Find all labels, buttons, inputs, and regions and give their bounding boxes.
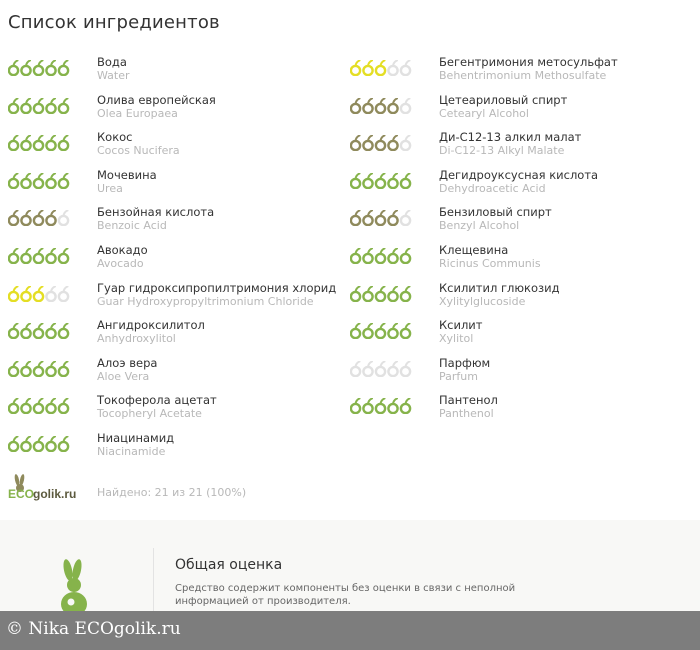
ingredient-item[interactable] [350,240,690,278]
ingredient-item[interactable] [8,90,348,128]
rating-drop-icon [21,211,30,226]
rating-drop-icon [59,98,68,113]
ingredient-names [439,130,581,157]
ingredient-item[interactable] [8,240,348,278]
rating-drop-icon [388,286,397,301]
rating-drop-icon [363,248,372,263]
ingredient-item[interactable] [8,278,348,316]
ingredient-names [97,281,336,308]
rating-drop-icon [34,324,43,339]
ingredient-name-inci: Ricinus Communis [439,256,541,270]
ingredient-item[interactable] [350,353,690,391]
ingredient-name-ru: Ниацинамид [97,430,175,445]
rating-drop-icon [401,173,410,188]
safety-rating-icons [350,286,420,302]
rating-drop-icon [351,248,360,263]
rating-drop-icon [351,173,360,188]
rating-drop-icon [351,211,360,226]
rating-drop-icon [59,136,68,151]
rating-drop-icon [46,248,55,263]
ingredient-item[interactable] [8,165,348,203]
ingredient-item[interactable] [8,390,348,428]
safety-rating-icons [8,286,78,302]
ingredient-name-inci: Parfum [439,369,478,383]
rating-drop-icon [376,211,385,226]
ingredient-name-inci: Avocado [97,256,144,270]
ingredient-name-ru: Ксилит [439,318,483,333]
overall-description: Средство содержит компоненты без оценки в связи с неполной информацией от производителя. [175,583,516,607]
rating-drop-icon [34,399,43,414]
rating-drop-icon [376,248,385,263]
ingredient-names [439,205,552,232]
safety-rating-icons [8,173,78,189]
ingredient-names [439,93,567,120]
ingredients-column-left [8,52,348,466]
rating-drop-icon [376,361,385,376]
safety-rating-icons [350,248,420,264]
ingredient-names [97,130,180,157]
ingredient-name-ru: Цетеариловый спирт [439,92,568,107]
ingredient-names [439,281,560,308]
rating-drop-icon [59,436,68,451]
ingredient-name-ru: Бензиловый спирт [439,205,552,220]
ingredient-name-ru: Токоферола ацетат [97,393,217,408]
ingredient-name-ru: Клещевина [439,242,509,257]
ingredient-name-ru: Кокос [97,130,133,145]
rating-drop-icon [21,324,30,339]
ingredient-name-inci: Niacinamide [97,444,166,458]
rating-drop-icon [21,399,30,414]
rating-drop-icon [363,61,372,76]
rating-drop-icon [363,286,372,301]
rating-drop-icon [9,173,18,188]
rating-drop-icon [9,248,18,263]
rating-drop-icon [351,286,360,301]
ingredient-item[interactable] [350,390,690,428]
ingredient-name-ru: Гуар гидроксипропилтримония хлорид [97,280,337,295]
rating-drop-icon [21,436,30,451]
rating-drop-icon [34,98,43,113]
ingredient-name-inci: Benzyl Alcohol [439,219,520,233]
rating-drop-icon [59,173,68,188]
rating-drop-icon [363,173,372,188]
logo-eco-text: ECO [8,487,35,501]
ingredient-names [97,356,157,383]
ingredient-name-inci: Di-C12-13 Alkyl Malate [439,144,565,158]
found-summary [8,472,408,504]
overall-title: Общая оценка [175,557,283,573]
ingredient-name-ru: Парфюм [439,355,491,370]
rating-drop-icon [401,248,410,263]
rating-drop-icon [351,98,360,113]
ingredient-names [439,318,482,345]
rating-drop-icon [34,173,43,188]
ingredient-names [97,168,157,195]
safety-rating-icons [8,98,78,114]
ingredient-name-inci: Benzoic Acid [97,219,167,233]
safety-rating-icons [8,60,78,76]
rating-drop-icon [9,61,18,76]
ingredient-name-ru: Ксилитил глюкозид [439,280,560,295]
rating-drop-icon [363,98,372,113]
safety-rating-icons [8,210,78,226]
ingredient-name-ru: Авокадо [97,242,148,257]
rating-drop-icon [363,399,372,414]
rating-drop-icon [376,286,385,301]
rating-drop-icon [34,286,43,301]
ingredient-item[interactable] [8,52,348,90]
rating-drop-icon [9,361,18,376]
ingredient-name-ru: Пантенол [439,393,498,408]
ingredient-names [439,168,598,195]
safety-rating-icons [350,135,420,151]
ingredient-item[interactable] [8,353,348,391]
rating-drop-icon [46,361,55,376]
rating-drop-icon [401,211,410,226]
rating-drop-icon [46,173,55,188]
rating-drop-icon [21,61,30,76]
rating-drop-icon [59,211,68,226]
found-count: Найдено: 21 из 21 (100%) [97,486,247,499]
ingredient-name-ru: Ангидроксилитол [97,318,205,333]
rating-drop-icon [351,61,360,76]
rating-drop-icon [401,98,410,113]
rating-drop-icon [363,361,372,376]
rating-drop-icon [401,136,410,151]
safety-rating-icons [350,60,420,76]
rating-drop-icon [363,136,372,151]
rating-drop-icon [46,436,55,451]
safety-rating-icons [8,436,78,452]
page-title: Список ингредиентов [8,12,220,33]
ingredient-item[interactable] [350,127,690,165]
rating-drop-icon [21,173,30,188]
ingredient-name-inci: Xylitylglucoside [439,294,526,308]
rating-drop-icon [388,211,397,226]
ingredient-names [439,356,490,383]
rating-drop-icon [388,173,397,188]
ingredient-name-ru: Бегентримония метосульфат [439,55,618,69]
rating-drop-icon [34,436,43,451]
rating-drop-icon [59,61,68,76]
ingredient-names [97,93,216,120]
rating-drop-icon [351,324,360,339]
ingredient-name-ru: Вода [97,55,127,69]
ingredient-item[interactable] [8,315,348,353]
rating-drop-icon [9,324,18,339]
ingredient-name-inci: Cocos Nucifera [97,144,180,158]
ingredient-names [97,205,214,232]
rating-drop-icon [59,361,68,376]
ingredient-names [439,393,498,420]
rating-drop-icon [21,98,30,113]
safety-rating-icons [8,361,78,377]
ingredient-name-ru: Ди-С12-13 алкил малат [439,130,582,145]
rating-drop-icon [34,136,43,151]
rating-drop-icon [21,361,30,376]
rating-drop-icon [351,136,360,151]
rating-drop-icon [401,399,410,414]
rating-drop-icon [376,399,385,414]
ingredient-names [439,243,541,270]
safety-rating-icons [350,361,420,377]
safety-rating-icons [8,135,78,151]
ingredient-name-inci: Tocopheryl Acetate [97,407,202,421]
rating-drop-icon [46,136,55,151]
rating-drop-icon [351,361,360,376]
ingredient-item[interactable] [350,52,690,90]
copyright-text: © Nika ECOgolik.ru [6,619,181,639]
rating-drop-icon [34,61,43,76]
safety-rating-icons [350,210,420,226]
ingredient-item[interactable] [350,278,690,316]
ingredient-name-inci: Panthenol [439,407,494,421]
rating-drop-icon [46,211,55,226]
safety-rating-icons [350,98,420,114]
ingredient-name-inci: Water [97,69,130,82]
rating-drop-icon [376,98,385,113]
rating-drop-icon [388,361,397,376]
rating-drop-icon [21,286,30,301]
rating-drop-icon [376,136,385,151]
rating-drop-icon [388,324,397,339]
rating-drop-icon [21,248,30,263]
safety-rating-icons [350,398,420,414]
ingredient-name-ru: Бензойная кислота [97,205,215,220]
rating-drop-icon [363,324,372,339]
rating-drop-icon [46,399,55,414]
rating-drop-icon [401,361,410,376]
ingredient-name-inci: Cetearyl Alcohol [439,106,529,120]
rating-drop-icon [388,61,397,76]
ingredient-name-inci: Olea Europaea [97,106,178,120]
rating-drop-icon [9,286,18,301]
rating-drop-icon [388,399,397,414]
ingredient-item[interactable] [350,165,690,203]
rating-drop-icon [9,211,18,226]
rating-drop-icon [59,248,68,263]
rating-drop-icon [363,211,372,226]
ingredient-name-ru: Олива европейская [97,92,216,107]
rating-drop-icon [9,98,18,113]
ingredient-item[interactable] [350,315,690,353]
rating-drop-icon [21,136,30,151]
rating-drop-icon [34,211,43,226]
rating-drop-icon [401,286,410,301]
ingredient-name-ru: Алоэ вера [97,355,158,370]
ingredient-names [97,318,205,345]
rating-drop-icon [46,324,55,339]
ingredient-names [97,393,217,420]
ingredient-name-inci: Behentrimonium Methosulfate [439,69,607,82]
ingredient-name-inci: Urea [97,181,123,195]
ingredient-item[interactable] [350,202,690,240]
rating-drop-icon [376,324,385,339]
ingredient-names [439,55,618,82]
rabbit-icon [54,558,94,618]
ingredient-name-inci: Dehydroacetic Acid [439,181,546,195]
ingredient-item[interactable] [350,90,690,128]
rating-drop-icon [388,136,397,151]
rating-drop-icon [401,324,410,339]
ingredient-name-inci: Guar Hydroxypropyltrimonium Chloride [97,294,314,308]
rating-drop-icon [351,399,360,414]
rating-drop-icon [9,436,18,451]
safety-rating-icons [8,248,78,264]
rating-drop-icon [9,136,18,151]
safety-rating-icons [350,173,420,189]
rating-drop-icon [59,324,68,339]
rating-drop-icon [59,399,68,414]
ingredient-names [97,431,174,458]
rating-drop-icon [34,361,43,376]
rating-drop-icon [376,61,385,76]
logo-domain-text: golik.ru [33,487,77,501]
safety-rating-icons [8,323,78,339]
rating-drop-icon [388,248,397,263]
ingredient-name-ru: Мочевина [97,167,157,182]
safety-rating-icons [8,398,78,414]
watermark-bar [0,611,700,650]
ingredient-name-inci: Xylitol [439,332,474,346]
rating-drop-icon [46,98,55,113]
rating-drop-icon [59,286,68,301]
safety-rating-icons [350,323,420,339]
ingredient-name-inci: Aloe Vera [97,369,150,383]
ingredients-column-right [350,52,690,428]
ingredient-names [97,243,148,270]
rating-drop-icon [401,61,410,76]
ingredient-item[interactable] [8,202,348,240]
rating-drop-icon [46,61,55,76]
rating-drop-icon [34,248,43,263]
rating-drop-icon [388,98,397,113]
ingredient-name-inci: Anhydroxylitol [97,332,176,346]
ingredient-item[interactable] [8,127,348,165]
ingredient-names [97,55,130,82]
ecogolik-logo[interactable] [8,472,88,502]
rating-drop-icon [9,399,18,414]
rating-drop-icon [376,173,385,188]
rating-drop-icon [46,286,55,301]
ingredient-item[interactable] [8,428,348,466]
ingredient-name-ru: Дегидроуксусная кислота [439,167,599,182]
